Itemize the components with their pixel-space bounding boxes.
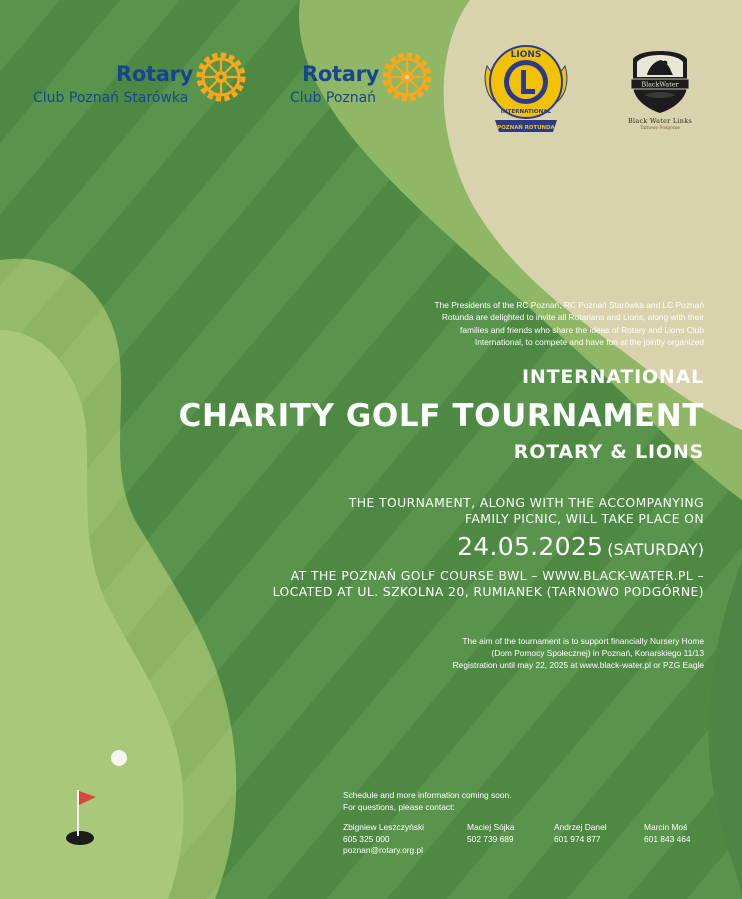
contact-name: Maciej Sójka [467, 822, 515, 832]
lions-ribbon-text: POZNAŃ ROTUNDA [497, 125, 555, 131]
contact-card [644, 822, 691, 845]
contact-email[interactable]: poznan@rotary.org.pl [343, 845, 424, 856]
contact-phone: 601 843 464 [644, 833, 691, 844]
black-water-name: Black Water Links [628, 117, 692, 125]
lions-club-logo [481, 36, 571, 136]
lions-band-text: INTERNATIONAL [500, 109, 552, 115]
contact-card [554, 822, 607, 845]
aim-line: The aim of the tournament is to support financially Nursery Home [462, 636, 704, 646]
contact-phone: 601 974 877 [554, 833, 601, 844]
rotary-wordmark: Rotary [116, 62, 194, 86]
schedule-note [343, 789, 512, 813]
event-date: 24.05.2025 [457, 532, 604, 561]
rotary-wordmark: Rotary [302, 62, 380, 86]
event-venue-line: LOCATED AT UL. SZKOLNA 20, RUMIANEK (TARNOWO PODGÓRNE) [272, 584, 704, 599]
rotary-club-name: Club Poznań Starówka [33, 90, 189, 106]
rotary-starowka-logo [30, 50, 250, 110]
contact-phone: 605 325 000 [343, 833, 390, 844]
headline-international: INTERNATIONAL [522, 366, 704, 388]
rotary-wheel-icon [382, 52, 432, 102]
event-venue-line: AT THE POZNAŃ GOLF COURSE BWL – WWW.BLACK-WATER.PL – [290, 568, 704, 583]
event-venue-text [273, 568, 704, 600]
contact-card [343, 822, 424, 857]
golf-ball [111, 750, 127, 766]
headline-title: CHARITY GOLF TOURNAMENT [178, 398, 704, 434]
intro-line: families and friends who share the ideas of Rotary and Lions Club [460, 324, 704, 335]
event-place-line: THE TOURNAMENT, ALONG WITH THE ACCOMPANYING [348, 495, 704, 510]
intro-line: Rotunda are delighted to invite all Rotarians and Lions, along with their [441, 312, 704, 323]
contact-phone: 502 739 689 [467, 833, 514, 844]
intro-line: International, to compete and have fun at the jointly organized [474, 337, 704, 348]
headline-subtitle: ROTARY & LIONS [513, 441, 704, 463]
contact-name: Andrzej Danel [554, 822, 607, 832]
event-place-text [349, 495, 704, 527]
rotary-wheel-icon [196, 52, 246, 102]
aim-paragraph [453, 635, 704, 671]
intro-line: The Presidents of the RC Poznań, RC Poznań Starówka and LC Poznań [434, 300, 704, 310]
aim-line: (Dom Pomocy Społecznej) in Poznań, Konarskiego 11/13 [491, 648, 704, 658]
contact-card [467, 822, 514, 845]
golf-hole [66, 831, 94, 845]
event-day: (SATURDAY) [607, 540, 704, 559]
intro-paragraph [364, 299, 704, 349]
event-date-row [457, 532, 704, 561]
schedule-line: For questions, please contact: [343, 802, 455, 812]
contact-name: Zbigniew Leszczyński [343, 822, 424, 832]
black-water-place: Tarnowo Podgórne [640, 125, 680, 130]
contact-name: Marcin Moś [644, 822, 688, 832]
black-water-links-crest [625, 44, 695, 116]
black-water-badge-text: BlackWater [641, 80, 679, 89]
rotary-club-name: Club Poznań [290, 90, 377, 106]
schedule-line: Schedule and more information coming soon. [343, 790, 512, 800]
aim-line: Registration until may 22, 2025 at www.black-water.pl or PZG Eagle [452, 660, 704, 670]
event-place-line: FAMILY PICNIC, WILL TAKE PLACE ON [465, 511, 704, 526]
rotary-poznan-logo [288, 50, 438, 110]
lions-top-text: LIONS [510, 50, 542, 60]
